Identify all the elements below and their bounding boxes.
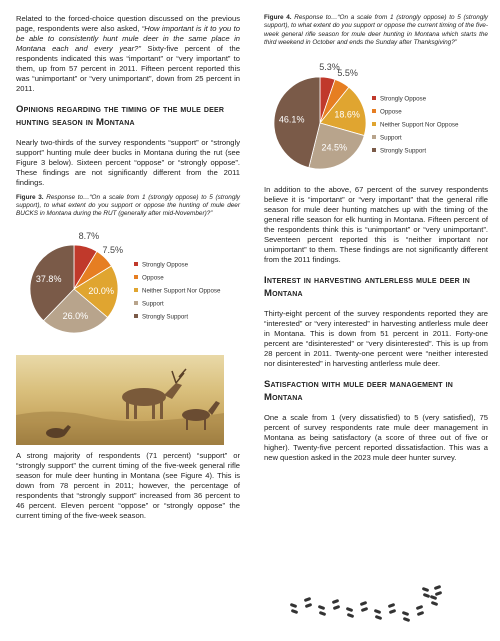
track-print xyxy=(319,611,327,616)
pie-data-label: 7.5% xyxy=(102,244,124,255)
track-print xyxy=(346,607,354,612)
pie-data-label: 8.7% xyxy=(78,230,100,241)
figure-3-pie-chart xyxy=(16,223,240,345)
figure-3-label: Figure 3. xyxy=(16,193,44,201)
figure-4-pie-chart xyxy=(264,51,488,185)
track-print xyxy=(305,603,313,608)
track-print xyxy=(402,611,410,616)
track-print xyxy=(318,605,326,610)
legend-swatch xyxy=(372,96,376,100)
track-print xyxy=(403,617,411,622)
left-column xyxy=(16,14,240,527)
intro-quote: “How important is it to you to be able to consistently hunt mule deer in the same place in Montana each and every year?” xyxy=(16,24,240,54)
legend-swatch xyxy=(372,135,376,139)
pie-data-label: 5.3% xyxy=(319,62,340,73)
pie-data-label: 37.8% xyxy=(35,273,62,284)
legend-swatch xyxy=(134,301,138,305)
legend-label: Oppose xyxy=(380,108,402,116)
legend-swatch xyxy=(134,275,138,279)
track-print xyxy=(375,615,383,620)
track-print xyxy=(304,597,312,602)
pie-data-label: 24.5% xyxy=(321,142,348,153)
intro-text-end: Sixty-five percent of the respondents indicated this was “important” or “very important” to them, up from 57 percent in 2011. Fifteen percent reported this was “unimportant” or “very unimportant”, down from 25 percent in 2011. xyxy=(16,44,240,94)
track-print xyxy=(291,609,299,614)
legend-label: Strongly Oppose xyxy=(380,95,427,103)
figure-4-caption-text: Response to…“On a scale from 1 (strongly oppose) to 5 (strongly support), to what extent do you support or oppose the current timing of the five-week general rifle season for mule deer hunting in Montana which starts the third weekend in October and ends the Sunday after Thanksgiving?” xyxy=(264,14,488,46)
track-print xyxy=(360,601,368,606)
legend-swatch xyxy=(134,314,138,318)
track-print xyxy=(423,593,431,598)
track-print xyxy=(417,611,425,616)
right-column xyxy=(264,14,488,469)
legend-label: Strongly Support xyxy=(142,313,189,321)
legend-label: Oppose xyxy=(142,274,164,282)
heading-antlerless: Interest in harvesting antlerless mule deer in Montana xyxy=(264,275,471,300)
legend-label: Support xyxy=(380,134,402,142)
figure-3-caption-text: Response to…“On a scale from 1 (strongly oppose) to 5 (strongly support), to what extent do you support or oppose the hunting of mule deer BUCKS in Montana during the RUT (generally after mid-November)?” xyxy=(16,193,240,218)
deer-tracks-decoration xyxy=(284,582,444,622)
addition-paragraph: In addition to the above, 67 percent of the survey respondents believe it is “important” or “very important” that the general rifle season for mule deer hunting matches up with the timing of the general rifle season for elk hunting in Montana. Fifteen percent of the respondents think this is “unimportant” or “very unimportant”. Seventeen percent reported this is “neither important nor unimportant” to them. These findings are not significantly different from the 2011 findings. xyxy=(264,185,488,265)
track-print xyxy=(361,607,369,612)
pie-data-label: 20.0% xyxy=(88,285,114,296)
pie-data-label: 26.0% xyxy=(62,311,89,322)
track-print xyxy=(389,609,397,614)
track-print xyxy=(290,603,298,608)
intro-text: Related to the forced-choice question discussed on the previous page, respondents were also asked, xyxy=(16,14,240,34)
legend-label: Neither Support Nor Oppose xyxy=(142,287,221,295)
legend-swatch xyxy=(372,109,376,113)
pie-chart-svg xyxy=(264,51,488,185)
legend-swatch xyxy=(134,288,138,292)
legend-label: Support xyxy=(142,300,164,308)
track-print xyxy=(416,605,424,610)
majority-paragraph: A strong majority of respondents (71 percent) “support” or “strongly support” the current timing of the five-week general rifle season for mule deer hunting in Montana (see Figure 4). This is down from 78 percent in 2011; however, the percentage of respondents that “strongly support” increased from 36 percent to 46 percent. Eleven percent “oppose” or “strongly oppose” the current timing of the five-week season. xyxy=(16,450,240,520)
track-print xyxy=(333,605,341,610)
legend-label: Neither Support Nor Oppose xyxy=(380,121,459,129)
legend-label: Strongly Oppose xyxy=(142,261,189,269)
intro-paragraph xyxy=(16,14,240,94)
pie-data-label: 46.1% xyxy=(278,114,305,125)
mule-deer-photo xyxy=(16,355,224,445)
track-print xyxy=(388,603,396,608)
timing-paragraph: Nearly two-thirds of the survey respondents “support” or “strongly support” hunting mule deer bucks in Montana during the rut (see Figure 3 below). Sixteen percent “oppose” or “strongly oppose”. These findings are not significantly different from the 2011 findings. xyxy=(16,137,240,187)
deer-illustration xyxy=(16,355,224,445)
heading-satisfaction: Satisfaction with mule deer management in Montana xyxy=(264,379,453,403)
track-print xyxy=(435,591,443,596)
track-print xyxy=(434,585,442,590)
pie-chart-svg xyxy=(16,223,240,345)
figure-3-caption xyxy=(16,194,240,219)
pie-data-label: 5.5% xyxy=(337,68,358,79)
antlerless-paragraph: Thirty-eight percent of the survey respondents reported they are “interested” or “very interested” in harvesting antlerless mule deer in Montana. This is down from 51 percent in 2011. Forty-one percent are “disinterested” or “very disinterested”. This is up from 28 percent in 2011. Twenty-one percent were “neither interested nor disinterested” in harvesting antlerless mule deer. xyxy=(264,309,488,369)
legend-label: Strongly Support xyxy=(380,147,427,155)
legend-swatch xyxy=(372,122,376,126)
figure-4-caption xyxy=(264,14,488,47)
figure-4-label: Figure 4. xyxy=(264,14,292,21)
track-print xyxy=(347,613,355,618)
track-print xyxy=(374,609,382,614)
track-print xyxy=(431,601,439,606)
track-print xyxy=(422,587,430,592)
satisfaction-paragraph: One a scale from 1 (very dissatisfied) to 5 (very satisfied), 75 percent of survey respondents rate mule deer management in Montana as being satisfactory (a score of three out of five or higher). Twenty-five percent reported dissatisfaction. This was a new question asked in the 2023 mule deer hunter survey. xyxy=(264,412,488,462)
legend-swatch xyxy=(134,262,138,266)
track-print xyxy=(332,599,340,604)
legend-swatch xyxy=(372,148,376,152)
heading-timing: Opinions regarding the timing of the mule deer hunting season in Montana xyxy=(16,104,225,128)
pie-data-label: 18.6% xyxy=(334,109,360,120)
